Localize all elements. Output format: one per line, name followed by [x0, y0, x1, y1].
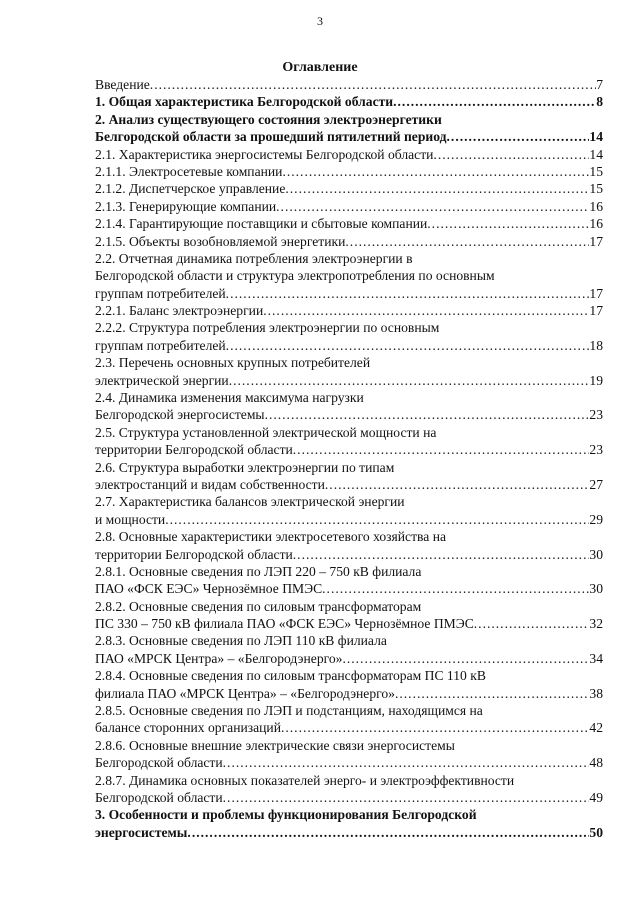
- toc-entry-text: электростанций и видам собственности: [95, 476, 325, 492]
- toc-entry-page: 7: [596, 76, 603, 92]
- leader-dots: [293, 441, 590, 458]
- leader-dots: [165, 511, 589, 528]
- toc-entry-text: филиала ПАО «МРСК Центра» – «Белгородэнерго»: [95, 685, 395, 701]
- toc-entry-text: ПС 330 – 750 кВ филиала ПАО «ФСК ЕЭС» Чернозёмное ПМЭС: [95, 616, 474, 632]
- toc-entry-text: 2.8.2. Основные сведения по силовым трансформаторам: [95, 598, 422, 614]
- toc-entry-page: 30: [589, 546, 603, 562]
- toc-entry-page: 32: [589, 616, 603, 632]
- toc-entry-text: 2.4. Динамика изменения максимума нагрузки: [95, 390, 364, 406]
- toc-entry-page: 27: [589, 476, 603, 492]
- toc-entry-page: 15: [589, 181, 603, 197]
- toc-entry: [95, 754, 603, 771]
- toc-entry: [95, 163, 603, 180]
- leader-dots: [226, 285, 590, 302]
- toc-entry: [95, 302, 603, 319]
- toc-entry-text: Введение: [95, 76, 150, 92]
- toc-entry-page: 23: [589, 407, 603, 423]
- toc-entry: [95, 563, 603, 580]
- toc-entry-text: 2.1.3. Генерирующие компании: [95, 198, 277, 214]
- toc-entry: [95, 633, 603, 650]
- table-of-contents: [95, 76, 603, 841]
- toc-entry-page: 29: [589, 511, 603, 527]
- toc-entry-text: ПАО «ФСК ЕЭС» Чернозёмное ПМЭС: [95, 581, 323, 597]
- toc-entry: [95, 685, 603, 702]
- toc-entry-page: 16: [589, 216, 603, 232]
- toc-entry-text: электрической энергии: [95, 372, 229, 388]
- toc-entry: [95, 580, 603, 597]
- toc-entry-text: 3. Особенности и проблемы функционирования Белгородской: [95, 807, 477, 823]
- toc-title: Оглавление: [282, 60, 358, 75]
- toc-entry: [95, 215, 603, 232]
- toc-entry-text: 2.8.3. Основные сведения по ЛЭП 110 кВ филиала: [95, 633, 387, 649]
- toc-entry-page: 42: [589, 720, 603, 736]
- toc-entry-text: 2.1.2. Диспетчерское управление: [95, 181, 286, 197]
- toc-entry: [95, 459, 603, 476]
- toc-entry-page: 14: [589, 129, 603, 145]
- toc-entry: [95, 719, 603, 736]
- toc-entry: [95, 528, 603, 545]
- toc-entry: [95, 441, 603, 458]
- toc-entry: [95, 198, 603, 215]
- toc-entry-text: группам потребителей: [95, 337, 226, 353]
- toc-entry-text: Белгородской области за прошедший пятилетний период: [95, 129, 447, 145]
- toc-entry: [95, 319, 603, 336]
- toc-entry-text: Белгородской энергосистемы: [95, 407, 265, 423]
- toc-entry-page: 23: [589, 442, 603, 458]
- toc-entry-text: 2.8.4. Основные сведения по силовым трансформаторам ПС 110 кВ: [95, 668, 486, 684]
- toc-entry-text: ПАО «МРСК Центра» – «Белгородэнерго»: [95, 650, 343, 666]
- leader-dots: [187, 824, 589, 841]
- toc-entry-text: 2.2.2. Структура потребления электроэнергии по основным: [95, 320, 440, 336]
- toc-entry-text: 2.8.7. Динамика основных показателей энерго- и электроэффективности: [95, 772, 515, 788]
- toc-entry: [95, 598, 603, 615]
- toc-entry-page: 48: [589, 755, 603, 771]
- leader-dots: [281, 719, 589, 736]
- toc-entry-text: 2.8.6. Основные внешние электрические связи энергосистемы: [95, 737, 455, 753]
- toc-entry: [95, 93, 603, 110]
- toc-entry: [95, 389, 603, 406]
- toc-entry: [95, 772, 603, 789]
- toc-entry: [95, 180, 603, 197]
- leader-dots: [293, 546, 590, 563]
- toc-entry: [95, 824, 603, 841]
- leader-dots: [447, 128, 590, 145]
- toc-entry-text: 2.1. Характеристика энергосистемы Белгородской области: [95, 146, 434, 162]
- toc-entry: [95, 476, 603, 493]
- leader-dots: [433, 146, 589, 163]
- leader-dots: [322, 580, 589, 597]
- leader-dots: [342, 650, 589, 667]
- toc-entry-page: 8: [596, 94, 603, 110]
- toc-entry-text: группам потребителей: [95, 285, 226, 301]
- page-number: 3: [317, 14, 323, 28]
- toc-entry: [95, 650, 603, 667]
- toc-entry: [95, 111, 603, 128]
- leader-dots: [325, 476, 590, 493]
- toc-entry: [95, 511, 603, 528]
- toc-entry-text: Белгородской области и структура электропотребления по основным: [95, 268, 495, 284]
- toc-entry: [95, 615, 603, 632]
- toc-entry-text: 2.6. Структура выработки электроэнергии по типам: [95, 459, 395, 475]
- toc-entry: [95, 128, 603, 145]
- toc-entry-text: 2.8.5. Основные сведения по ЛЭП и подстанциям, находящимся на: [95, 703, 483, 719]
- leader-dots: [282, 163, 589, 180]
- toc-entry-text: 2.2.1. Баланс электроэнергии: [95, 303, 264, 319]
- toc-entry-text: 2.3. Перечень основных крупных потребителей: [95, 355, 371, 371]
- toc-entry-page: 16: [589, 198, 603, 214]
- toc-entry-page: 17: [589, 285, 603, 301]
- toc-entry: [95, 337, 603, 354]
- toc-entry-page: 14: [589, 146, 603, 162]
- leader-dots: [229, 372, 590, 389]
- toc-entry: [95, 267, 603, 284]
- leader-dots: [395, 685, 589, 702]
- leader-dots: [276, 198, 589, 215]
- leader-dots: [223, 789, 590, 806]
- leader-dots: [474, 615, 590, 632]
- toc-entry-text: территории Белгородской области: [95, 442, 293, 458]
- toc-entry: [95, 354, 603, 371]
- toc-entry-page: 49: [589, 790, 603, 805]
- toc-entry-text: 2.1.5. Объекты возобновляемой энергетики: [95, 233, 346, 249]
- leader-dots: [393, 93, 596, 110]
- toc-entry: [95, 806, 603, 823]
- toc-entry-page: 18: [589, 337, 603, 353]
- toc-entry-text: 1. Общая характеристика Белгородской области: [95, 94, 394, 110]
- toc-entry: [95, 667, 603, 684]
- toc-entry: [95, 76, 603, 93]
- toc-entry: [95, 493, 603, 510]
- toc-entry: [95, 146, 603, 163]
- leader-dots: [427, 215, 589, 232]
- toc-entry-text: Белгородской области: [95, 755, 223, 771]
- leader-dots: [265, 406, 590, 423]
- toc-entry: [95, 250, 603, 267]
- leader-dots: [150, 76, 596, 93]
- toc-entry: [95, 546, 603, 563]
- toc-entry: [95, 789, 603, 806]
- toc-entry: [95, 233, 603, 250]
- toc-entry-page: 30: [589, 581, 603, 597]
- toc-entry-text: 2. Анализ существующего состояния электроэнергетики: [95, 111, 442, 127]
- toc-entry: [95, 372, 603, 389]
- toc-entry-text: балансе сторонних организаций: [95, 720, 281, 736]
- toc-entry-page: 17: [589, 303, 603, 319]
- toc-entry-text: энергосистемы: [95, 824, 188, 840]
- toc-entry: [95, 424, 603, 441]
- toc-entry-page: 34: [589, 650, 603, 666]
- toc-entry-page: 17: [589, 233, 603, 249]
- toc-entry: [95, 285, 603, 302]
- toc-entry-text: территории Белгородской области: [95, 546, 293, 562]
- toc-entry-text: 2.7. Характеристика балансов электрической энергии: [95, 494, 405, 510]
- leader-dots: [226, 337, 590, 354]
- toc-entry-text: 2.8.1. Основные сведения по ЛЭП 220 – 750 кВ филиала: [95, 563, 422, 579]
- toc-entry-text: 2.8. Основные характеристики электросетевого хозяйства на: [95, 529, 447, 545]
- leader-dots: [223, 754, 590, 771]
- toc-entry-text: Белгородской области: [95, 790, 223, 805]
- toc-entry-text: 2.1.1. Электросетевые компании: [95, 163, 283, 179]
- toc-entry: [95, 702, 603, 719]
- toc-entry-text: и мощности: [95, 511, 166, 527]
- toc-entry-text: 2.1.4. Гарантирующие поставщики и сбытовые компании: [95, 216, 428, 232]
- leader-dots: [285, 180, 589, 197]
- leader-dots: [263, 302, 589, 319]
- toc-entry-page: 15: [589, 163, 603, 179]
- toc-entry-text: 2.5. Структура установленной электрической мощности на: [95, 424, 437, 440]
- toc-entry: [95, 737, 603, 754]
- leader-dots: [345, 233, 589, 250]
- toc-entry: [95, 406, 603, 423]
- toc-entry-text: 2.2. Отчетная динамика потребления электроэнергии в: [95, 250, 413, 266]
- toc-entry-page: 38: [589, 685, 603, 701]
- toc-entry-page: 50: [589, 824, 603, 840]
- toc-entry-page: 19: [589, 372, 603, 388]
